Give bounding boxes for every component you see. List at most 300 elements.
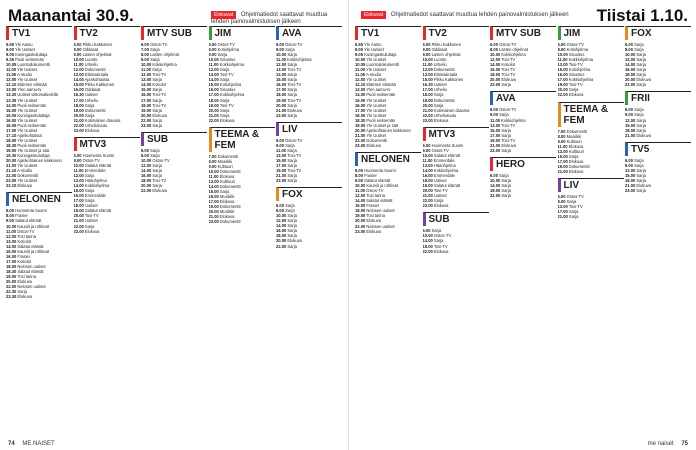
program-time: 19.00	[208, 204, 219, 210]
program-time: 15.00	[557, 67, 568, 73]
program-title: Musiikki	[217, 158, 233, 164]
program-time: 20.00	[6, 158, 17, 164]
program-time: 15.00	[355, 97, 366, 103]
program-entry	[490, 193, 556, 198]
program-time: 17.00	[557, 158, 568, 164]
program-time: 18.30	[355, 117, 366, 123]
program-title: Kulttuuri	[568, 148, 584, 154]
program-time: 13.00	[557, 148, 568, 154]
program-title: Emmerdale	[84, 193, 106, 199]
program-time: 21.00	[276, 107, 287, 113]
program-time: 6.00	[557, 193, 566, 199]
program-title: Elokuva	[636, 77, 651, 83]
program-time: 20.00	[355, 127, 366, 133]
channel-heading: JIM	[558, 26, 624, 40]
program-title: Tosi-TV	[152, 72, 167, 78]
program-time: 15.00	[73, 82, 84, 88]
program-time: 18.00	[73, 203, 84, 209]
program-title: Elokuva	[152, 188, 167, 194]
program-title: Musiikki	[566, 133, 582, 139]
program-title: Ostos-TV	[566, 193, 584, 199]
program-title: Musiikki	[219, 209, 235, 215]
program-title: Sarja	[568, 87, 579, 93]
program-time: 21.00	[422, 107, 433, 113]
program-time: 9.05	[6, 52, 14, 58]
program-title: Elokuva	[636, 182, 651, 188]
program-title: Sarja	[152, 122, 162, 128]
program-time: 20.00	[208, 107, 219, 113]
program-title: Sarja	[636, 82, 646, 88]
program-title: Ostos-TV	[152, 157, 170, 163]
program-title: Sarja	[634, 157, 644, 163]
program-time: 16.00	[73, 87, 84, 93]
program-title: Kotiolot	[17, 258, 32, 264]
program-time: 21.00	[6, 163, 17, 169]
program-title: Tosi-TV	[287, 67, 302, 73]
program-time: 13.00	[6, 238, 17, 244]
program-title: Kokkiohjelma	[568, 57, 594, 63]
program-time: 13.30	[6, 92, 17, 98]
program-title: Sarja	[287, 62, 297, 68]
program-title: Kotimainen draama	[84, 117, 121, 123]
program-title: Elokuva	[287, 238, 302, 244]
program-title: Sarja	[287, 162, 297, 168]
program-title: Sarja	[636, 127, 646, 133]
program-title: Luontodokumentti	[366, 62, 399, 68]
program-time: 14.00	[141, 82, 152, 88]
program-time: 21.00	[73, 218, 84, 224]
program-title: Sarja	[285, 203, 295, 209]
program-time: 14.00	[625, 62, 636, 68]
program-title: Oddasat	[84, 87, 101, 93]
program-time: 15.00	[422, 77, 433, 83]
program-time: 6.00	[422, 42, 431, 47]
program-title: Kokkiohjelma	[219, 62, 245, 68]
program-title: Dokumentti	[17, 173, 39, 179]
program-title: Sarja	[636, 167, 646, 173]
program-time: 11.00	[276, 57, 287, 63]
program-time: 20.00	[557, 87, 568, 93]
program-title: Kokkiohjelma	[219, 92, 245, 98]
program-title: Ostos-TV	[499, 107, 517, 113]
program-title: Kuningaskuluttaja	[17, 112, 50, 118]
program-title: Elokuva	[501, 77, 516, 83]
page-footer	[648, 441, 688, 447]
program-time: 10.00	[490, 177, 501, 183]
program-title: Dokumentti	[219, 219, 241, 225]
program-title: Sarja	[499, 172, 509, 178]
program-title: Yle Uutiset	[17, 117, 38, 123]
program-title: Sarja	[568, 214, 579, 220]
program-time: 22.00	[73, 122, 84, 128]
program-title: Eläinsairaala	[433, 72, 458, 78]
program-title: Elokuva	[17, 183, 32, 189]
program-time: 11.00	[208, 62, 219, 68]
program-time: 13.00	[6, 87, 17, 93]
program-title: Yle Aamu	[15, 42, 33, 47]
program-time: 9.00	[557, 198, 566, 204]
program-entry	[74, 229, 140, 234]
program-time: 8.00	[355, 173, 363, 179]
channel-heading: JIM	[209, 26, 275, 40]
program-title: Dokumentti	[366, 137, 388, 143]
program-title: Elokuva	[433, 117, 449, 123]
program-entry	[276, 113, 342, 118]
program-entry	[625, 133, 691, 138]
program-title: Sarja	[287, 228, 297, 234]
program-time: 9.00	[73, 52, 82, 58]
program-title: Sarja	[501, 147, 511, 153]
program-time: 22.00	[490, 82, 501, 88]
channel-heading: TV1	[6, 26, 72, 40]
program-title: Pikku Kakkonen	[431, 42, 461, 47]
program-title: Tosi tarina	[17, 233, 36, 239]
program-title: Sarja	[84, 173, 95, 179]
program-title: Yle Uutiset	[366, 102, 387, 108]
program-title: Ylen aamu-tv	[366, 87, 391, 93]
program-time: 18.00	[73, 102, 84, 108]
program-time: 6.00	[625, 157, 633, 163]
program-time: 14.00	[490, 182, 501, 188]
program-time: 18.00	[141, 102, 152, 108]
channel-heading: AVA	[276, 26, 342, 40]
program-entry	[6, 183, 72, 188]
program-time: 18.30	[6, 268, 17, 274]
program-title: Yle Uutiset	[366, 97, 387, 103]
program-time: 15.00	[6, 107, 17, 113]
program-title: Ylen aamu-tv	[17, 87, 42, 93]
program-time: 17.00	[422, 87, 433, 93]
program-time: 16.00	[208, 194, 219, 200]
program-title: Frasier	[15, 213, 28, 219]
program-time: 16.30	[73, 92, 84, 98]
program-title: Sarja	[287, 102, 297, 108]
listing-column	[490, 26, 556, 434]
program-title: Sarja	[219, 77, 230, 83]
program-title: Tosi-TV	[568, 204, 583, 210]
program-time: 6.00	[73, 152, 82, 158]
program-title: Tosi-TV	[287, 152, 302, 158]
program-title: Elokuva	[84, 127, 100, 133]
channel-heading: NELONEN	[355, 152, 421, 166]
program-time: 20.00	[6, 279, 17, 285]
program-entry	[276, 244, 342, 249]
program-title: Sarja	[433, 198, 444, 204]
program-title: Dokumentti	[84, 107, 106, 113]
page-header	[355, 6, 690, 28]
program-time: 22.00	[208, 117, 219, 123]
channel-heading: MTV SUB	[490, 26, 556, 40]
channel-heading: TV1	[355, 26, 421, 40]
right-page	[348, 0, 696, 450]
program-title: Kuningaskuluttaja	[17, 153, 50, 159]
program-entry	[625, 82, 691, 87]
program-title: Urheiluruutu	[84, 122, 108, 128]
program-time: 18.00	[625, 177, 636, 183]
program-title: Sarja	[287, 92, 297, 98]
program-title: Sarja	[152, 173, 162, 179]
program-time: 8.00	[208, 158, 217, 164]
program-title: Sarja	[501, 82, 511, 88]
program-time: 7.00	[208, 153, 217, 159]
program-title: Elokuva	[433, 203, 449, 209]
program-title: Lasten ohjelmat	[431, 52, 461, 58]
program-time: 6.00	[141, 147, 149, 153]
program-time: 10.00	[490, 52, 501, 58]
program-time: 6.00	[276, 203, 284, 209]
program-title: Puoli seitsemän	[15, 57, 45, 63]
program-time: 5.55	[355, 42, 363, 47]
program-title: Sarja	[433, 238, 444, 244]
program-title: Tosi-TV	[433, 243, 448, 249]
program-time: 17.00	[73, 198, 84, 204]
program-title: Yle Uutiset	[364, 47, 384, 53]
program-title: Sarja	[636, 67, 646, 73]
program-title: Yle Uutiset ja sää	[366, 122, 399, 128]
program-title: Yle Uutiset	[17, 97, 38, 103]
page-header	[6, 6, 342, 28]
program-title: Ostos-TV	[17, 228, 35, 234]
program-time: 10.00	[422, 152, 433, 158]
program-title: Ostos-TV	[366, 188, 384, 194]
program-time: 22.00	[355, 223, 366, 229]
program-title: Sarja	[287, 243, 297, 249]
program-time: 12.00	[625, 57, 636, 63]
program-title: Pikku Kakkonen	[82, 42, 112, 47]
program-title: Dokumentti	[433, 97, 455, 103]
program-time: 20.00	[422, 102, 433, 108]
program-time: 11.00	[276, 147, 287, 153]
program-title: Uutiset viittomakielellä	[17, 92, 58, 98]
program-time: 15.00	[490, 127, 501, 133]
program-time: 23.30	[6, 294, 17, 300]
program-title: Elokuva	[152, 112, 167, 118]
program-time: 13.00	[208, 178, 219, 184]
program-time: 19.00	[276, 97, 287, 103]
program-time: 21.00	[557, 168, 568, 174]
program-time: 16.05	[6, 122, 17, 128]
program-entry	[423, 118, 489, 123]
program-title: Yle Uutiset	[17, 77, 38, 83]
program-time: 10.00	[422, 233, 433, 239]
program-time: 16.00	[355, 203, 366, 209]
magazine-name: me naiset	[647, 441, 674, 447]
program-title: Sarja	[634, 162, 644, 168]
channel-heading: HERO	[490, 157, 556, 171]
program-time: 23.00	[6, 178, 17, 184]
program-title: Yle Uutiset	[17, 67, 37, 73]
program-time: 10.05	[355, 62, 366, 68]
program-time: 9.00	[625, 112, 633, 118]
program-time: 23.00	[422, 117, 433, 123]
program-time: 16.00	[141, 173, 152, 179]
program-time: 21.00	[208, 112, 219, 118]
program-time: 15.00	[208, 189, 219, 195]
channel-heading: FOX	[625, 26, 691, 40]
program-time: 20.00	[276, 102, 287, 108]
program-time: 11.00	[557, 57, 568, 63]
program-time: 12.00	[422, 67, 433, 73]
program-title: Dokumentti	[84, 67, 106, 73]
program-entry	[558, 92, 624, 97]
program-time: 11.05	[6, 72, 17, 78]
program-title: Salatut elämät	[366, 198, 393, 204]
program-time: 20.00	[422, 188, 433, 194]
program-title: Huomenta Suomi	[431, 142, 464, 148]
program-time: 6.00	[6, 208, 14, 214]
channel-heading: MTV SUB	[141, 26, 207, 40]
program-time: 12.00	[141, 162, 152, 168]
program-time: 18.30	[6, 142, 17, 148]
listing-column	[276, 26, 342, 434]
program-title: Tosi tarina	[366, 213, 385, 219]
program-time: 16.00	[208, 87, 219, 93]
program-title: Sarja	[287, 72, 297, 78]
program-time: 7.00	[557, 128, 566, 134]
program-title: Emmerdale	[84, 167, 106, 173]
subhead-badge: Elokuvat	[211, 11, 236, 19]
program-time: 12.00	[276, 62, 287, 68]
program-title: Sarja	[219, 112, 230, 118]
program-time: 14.00	[422, 167, 433, 173]
program-time: 12.00	[490, 57, 501, 63]
program-title: Kokkiohjelma	[287, 57, 312, 63]
program-title: Dokumentti	[219, 168, 241, 174]
channel-heading: MTV3	[74, 137, 140, 151]
program-title: Luonto	[433, 57, 447, 63]
program-title: Tosi-TV	[152, 102, 167, 108]
program-title: Sarja	[636, 52, 646, 58]
channel-heading: NELONEN	[6, 192, 72, 206]
program-time: 10.00	[141, 157, 152, 163]
program-title: Hääohjelma	[84, 178, 107, 184]
program-title: Kulttuuri	[217, 163, 233, 169]
program-time: 18.00	[625, 127, 636, 133]
program-title: Urheilu	[433, 87, 447, 93]
program-title: Kokkiohjelma	[501, 117, 526, 123]
program-title: Ostos-TV	[499, 42, 517, 47]
program-time: 13.35	[6, 97, 17, 103]
program-title: Sarja	[84, 102, 95, 108]
program-time: 8.00	[625, 47, 633, 53]
program-title: Sarja	[152, 107, 162, 113]
program-title: Frasier	[364, 173, 377, 179]
program-time: 10.00	[73, 57, 84, 63]
program-title: Yle Aamu	[364, 42, 382, 47]
program-time: 18.00	[422, 243, 433, 249]
program-time: 10.00	[355, 57, 366, 63]
program-entry	[355, 143, 421, 148]
program-title: Kotiohjelma	[219, 82, 242, 88]
program-title: Kulttuuri	[566, 138, 582, 144]
program-time: 6.00	[422, 228, 431, 234]
program-title: Dokumentti	[433, 67, 455, 73]
program-time: 18.00	[490, 187, 501, 193]
program-time: 6.00	[557, 42, 566, 47]
program-title: Sarja	[287, 218, 297, 224]
program-time: 11.00	[490, 117, 501, 123]
magazine-name: ME NAISET	[22, 441, 55, 447]
listing-column	[625, 26, 691, 434]
page-footer	[8, 441, 55, 447]
program-time: 19.00	[73, 208, 84, 214]
program-time: 20.00	[141, 183, 152, 189]
program-time: 15.00	[73, 188, 84, 194]
program-title: Eläinsairaala	[84, 72, 109, 78]
program-title: Oddasat	[82, 47, 99, 53]
program-title: Yle Uutiset	[366, 107, 387, 113]
program-time: 17.00	[73, 97, 84, 103]
program-entry	[141, 188, 207, 193]
program-title: Sarja	[499, 112, 509, 118]
program-title: Dokumentti	[566, 128, 588, 134]
program-time: 9.00	[73, 157, 82, 163]
program-time: 12.00	[6, 233, 17, 239]
program-time: 8.00	[141, 152, 149, 158]
program-title: Ajankohtaista	[84, 77, 110, 83]
program-time: 13.00	[557, 62, 568, 68]
program-time: 22.00	[276, 243, 287, 249]
program-title: Elokuva	[568, 143, 584, 149]
program-title: Sarja	[634, 42, 644, 47]
program-title: Nelosen uutiset	[366, 223, 395, 229]
program-time: 17.00	[276, 87, 287, 93]
program-title: Elokuva	[636, 132, 651, 138]
program-time: 10.05	[6, 62, 17, 68]
program-time: 17.00	[208, 199, 219, 205]
program-title: Kokkiohjelma	[433, 167, 459, 173]
program-time: 17.00	[6, 127, 17, 133]
program-time: 15.00	[625, 122, 636, 128]
program-time: 19.00	[557, 163, 568, 169]
program-time: 10.00	[625, 52, 636, 58]
program-title: Luontodokumentti	[17, 62, 50, 68]
program-time: 14.00	[208, 184, 219, 190]
program-title: Sarja	[217, 52, 228, 58]
channel-heading: TEEMA & FEM	[558, 102, 624, 127]
program-title: Salatut elämät	[84, 162, 112, 168]
program-title: Elokuva	[366, 218, 381, 224]
program-time: 12.00	[73, 67, 84, 73]
program-title: Sarja	[501, 132, 511, 138]
program-title: Puoli seitsemän	[366, 92, 396, 98]
program-time: 9.05	[355, 52, 363, 58]
program-time: 22.00	[422, 248, 433, 254]
program-title: Sarja	[287, 178, 297, 184]
program-time: 10.00	[355, 183, 366, 189]
program-title: Dokumentti	[219, 184, 241, 190]
program-entry	[625, 188, 691, 193]
program-time: 18.00	[276, 92, 287, 98]
program-title: Kokkiohjelma	[152, 62, 177, 68]
program-title: Ostos-TV	[285, 42, 303, 47]
listing-column	[6, 26, 72, 434]
program-title: Nelosen uutiset	[366, 208, 395, 214]
program-title: Kotiohjelma	[568, 67, 591, 73]
program-time: 22.00	[6, 284, 17, 290]
program-time: 9.00	[355, 178, 363, 184]
program-title: Urheiluruutu	[433, 112, 457, 118]
subhead-badge: Elokuvat	[361, 11, 386, 19]
program-title: Yle Uutiset ja sää	[17, 147, 50, 153]
program-time: 21.00	[208, 214, 219, 220]
program-time: 13.00	[73, 72, 84, 78]
program-time: 14.00	[208, 77, 219, 83]
program-time: 6.00	[141, 42, 149, 47]
program-time: 22.00	[141, 117, 152, 123]
program-time: 19.00	[141, 107, 152, 113]
program-time: 16.00	[73, 193, 84, 199]
